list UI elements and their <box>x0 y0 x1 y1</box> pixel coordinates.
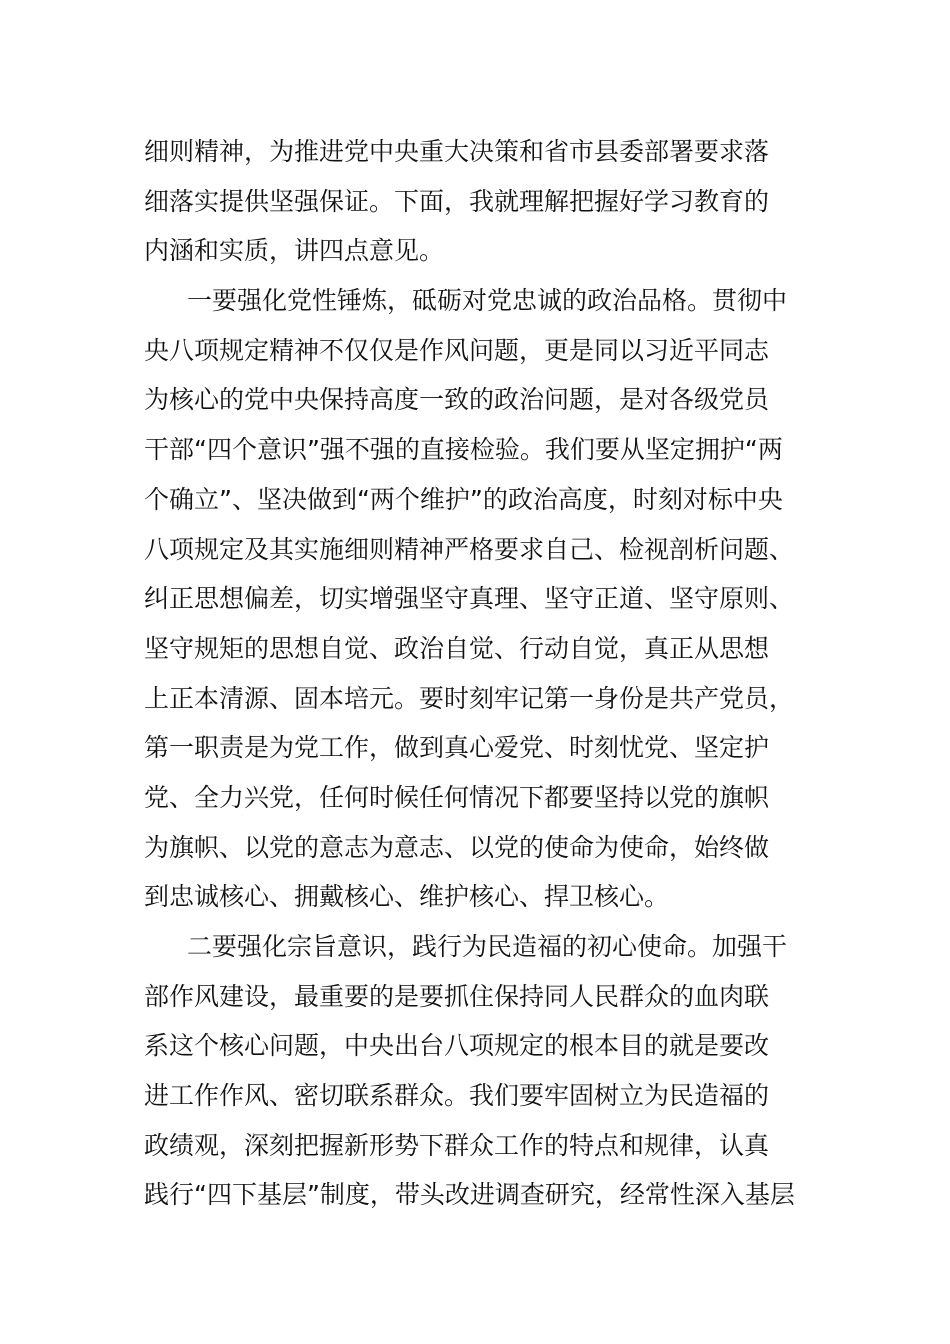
text-line: 上正本清源、固本培元。要时刻牢记第一身份是共产党员， <box>144 683 795 713</box>
text-line: 系这个核心问题，中央出台八项规定的根本目的就是要改 <box>144 1031 770 1061</box>
text-line: 为旗帜、以党的意志为意志、以党的使命为使命，始终做 <box>144 832 770 862</box>
text-line: 纠正思想偏差，切实增强坚守真理、坚守正道、坚守原则、 <box>144 584 795 614</box>
text-line: 第一职责是为党工作，做到真心爱党、时刻忧党、坚定护 <box>144 733 770 763</box>
text-line: 为核心的党中央保持高度一致的政治问题，是对各级党员 <box>144 385 770 415</box>
text-line: 细则精神，为推进党中央重大决策和省市县委部署要求落 <box>144 137 770 166</box>
text-line: 践行“四下基层”制度，带头改进调查研究，经常性深入基层 <box>144 1180 795 1210</box>
text-line: 进工作作风、密切联系群众。我们要牢固树立为民造福的 <box>144 1081 770 1111</box>
text-line: 党、全力兴党，任何时候任何情况下都要坚持以党的旗帜 <box>144 782 770 812</box>
body-text <box>144 127 809 1220</box>
text-line: 到忠诚核心、拥戴核心、维护核心、捍卫核心。 <box>144 882 670 912</box>
text-line: 个确立”、坚决做到“两个维护”的政治高度，时刻对标中央 <box>144 484 783 514</box>
text-line: 坚守规矩的思想自觉、政治自觉、行动自觉，真正从思想 <box>144 633 770 663</box>
paragraph-start-line: 二要强化宗旨意识，践行为民造福的初心使命。加强干 <box>187 932 788 961</box>
paragraph-start-line: 一要强化党性锤炼，砥砺对党忠诚的政治品格。贯彻中 <box>187 286 788 316</box>
text-line: 干部“四个意识”强不强的直接检验。我们要从坚定拥护“两 <box>144 435 783 465</box>
text-line: 政绩观，深刻把握新形势下群众工作的特点和规律，认真 <box>144 1130 770 1160</box>
text-line: 部作风建设，最重要的是要抓住保持同人民群众的血肉联 <box>144 981 770 1011</box>
text-line: 细落实提供坚强保证。下面，我就理解把握好学习教育的 <box>144 186 770 216</box>
text-line: 内涵和实质，讲四点意见。 <box>144 236 445 266</box>
text-line: 八项规定及其实施细则精神严格要求自己、检视剖析问题、 <box>144 534 795 564</box>
text-line: 央八项规定精神不仅仅是作风问题，更是同以习近平同志 <box>144 335 770 365</box>
